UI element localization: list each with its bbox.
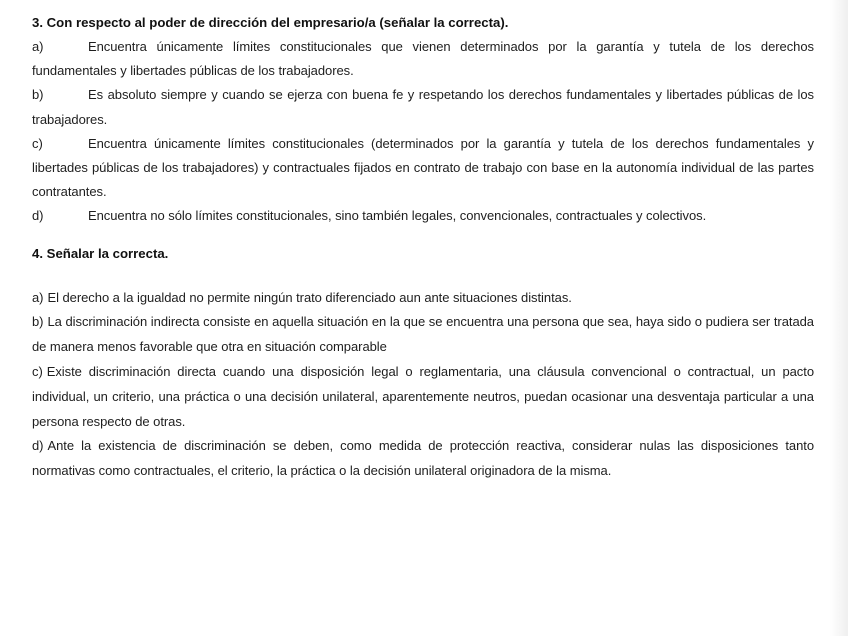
option-text: Es absoluto siempre y cuando se ejerza con buena fe y respetando los derechos fundamentales y libertades públicas de los trabajadores. (32, 87, 814, 127)
option-text: Existe discriminación directa cuando una disposición legal o reglamentaria, una cláusula convencional o contractual, un pacto individual, un criterio, una práctica o una decisión unilateral, aparentemente neutros, puedan ocasionar una desventaja particular a una persona respecto de otras. (32, 364, 814, 429)
document-content (32, 11, 814, 484)
question-4-option-c (32, 360, 814, 434)
option-text: La discriminación indirecta consiste en aquella situación en la que se encuentra una persona que sea, haya sido o pudiera ser tratada de manera menos favorable que otra en situación comparable (32, 314, 814, 355)
option-letter: d) (32, 208, 44, 224)
question-3-option-a (32, 35, 814, 83)
question-4-option-a (32, 286, 814, 311)
option-letter: a) (32, 289, 44, 305)
option-text: El derecho a la igualdad no permite ningún trato diferenciado aun ante situaciones distintas. (47, 289, 572, 305)
option-letter: c) (32, 364, 43, 380)
option-text: Ante la existencia de discriminación se deben, como medida de protección reactiva, considerar nulas las disposiciones tanto normativas como contractuales, el criterio, la práctica o la decisión unilateral originadora de la misma. (32, 438, 814, 479)
question-4-option-d (32, 434, 814, 484)
page-edge-shadow (830, 0, 848, 636)
question-3-option-c (32, 132, 814, 205)
question-3-option-b (32, 83, 814, 131)
option-text: Encuentra únicamente límites constitucionales que vienen determinados por la garantía y tutela de los derechos fundamentales y libertades públicas de los trabajadores. (32, 39, 814, 79)
option-letter: a) (32, 39, 44, 54)
option-text: Encuentra únicamente límites constitucionales (determinados por la garantía y tutela de los derechos fundamentales y libertades públicas de los trabajadores) y contractuales fijados en contrato de trabajo con base en la autonomía individual de las partes contratantes. (32, 135, 814, 200)
option-letter: d) (32, 438, 44, 454)
option-letter: c) (32, 135, 43, 151)
option-text: Encuentra no sólo límites constitucionales, sino también legales, convencionales, contractuales y colectivos. (88, 208, 707, 224)
option-letter: b) (32, 314, 44, 330)
question-3-option-d (32, 204, 814, 228)
option-letter: b) (32, 87, 44, 103)
question-4-title: 4. Señalar la correcta. (32, 245, 169, 261)
question-3-title: 3. Con respecto al poder de dirección del empresario/a (señalar la correcta). (32, 15, 509, 30)
spacer (32, 266, 814, 286)
question-4-option-b (32, 310, 814, 360)
